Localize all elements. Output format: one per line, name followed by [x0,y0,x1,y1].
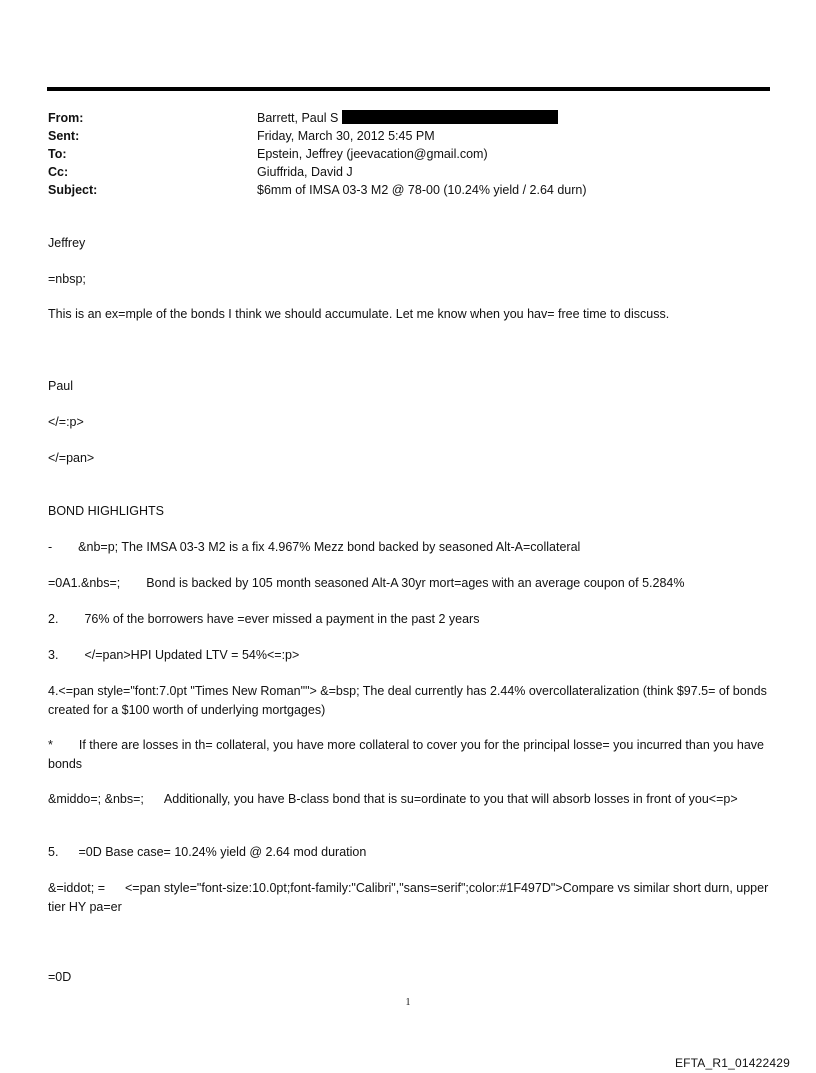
document-id: EFTA_R1_01422429 [674,1056,790,1070]
item-text: <=pan style="font-size:10.0pt;font-family:"Calibri","sans=serif";color:#1F497D">Compare vs similar short durn, upper tier HY pa=er [48,881,769,914]
intro-paragraph: This is an ex=mple of the bonds I think we should accumulate. Let me know when you hav= free time to discuss. [48,307,670,321]
highlights-title: BOND HIGHLIGHTS [48,504,164,518]
item-marker: =0A1.&nbs=; [48,576,121,590]
highlight-item [48,538,773,557]
item-marker: 2. [48,612,59,626]
sent-label: Sent: [48,129,80,143]
from-value [257,109,558,127]
item-marker: &middo=; &nbs=; [48,792,144,806]
highlight-item [48,843,773,862]
highlight-item [48,610,773,629]
item-text: 76% of the borrowers have =ever missed a payment in the past 2 years [84,612,480,626]
cc-label: Cc: [48,165,69,179]
signature: Paul [48,379,74,393]
greeting: Jeffrey [48,236,86,250]
highlight-item [48,646,773,665]
page-number: 1 [405,997,411,1008]
highlight-item [48,736,773,774]
subject-label: Subject: [48,183,98,197]
highlight-item [48,790,773,809]
highlight-item [48,574,773,593]
nbsp-line: =nbsp; [48,272,86,286]
item-marker: &=iddot; = [48,881,105,895]
item-text: &nb=p; The IMSA 03-3 M2 is a fix 4.967% Mezz bond backed by seasoned Alt-A=collateral [78,540,581,554]
end-marker: =0D [48,970,72,984]
from-name: Barrett, Paul S [257,111,339,125]
item-text: </=pan>HPI Updated LTV = 54%<=:p> [84,648,300,662]
item-marker: 5. [48,845,59,859]
tag-line-1: </=:p> [48,415,84,429]
item-marker: - [48,540,53,554]
sent-value: Friday, March 30, 2012 5:45 PM [257,129,435,143]
from-label: From: [48,111,84,125]
header-rule [47,87,770,91]
item-text: Additionally, you have B-class bond that is su=ordinate to you that will absorb losses in front of you<=p> [163,792,738,806]
item-text: =0D Base case= 10.24% yield @ 2.64 mod duration [78,845,367,859]
subject-value: $6mm of IMSA 03-3 M2 @ 78-00 (10.24% yield / 2.64 durn) [257,183,587,197]
to-label: To: [48,147,67,161]
redaction-bar [342,110,558,124]
item-text: If there are losses in th= collateral, you have more collateral to cover you for the principal losse= you incurred than you have bonds [48,738,764,771]
highlight-item [48,879,773,917]
item-marker: 3. [48,648,59,662]
cc-value: Giuffrida, David J [257,165,353,179]
to-value: Epstein, Jeffrey (jeevacation@gmail.com) [257,147,488,161]
highlight-item: 4.<=pan style="font:7.0pt "Times New Roman""> &=bsp; The deal currently has 2.44% overcollateralization (think $97.5= of bonds created for a $100 worth of underlying mortgages) [48,684,767,717]
item-text: Bond is backed by 105 month seasoned Alt-A 30yr mort=ages with an average coupon of 5.284% [146,576,685,590]
tag-line-2: </=pan> [48,451,95,465]
item-marker: * [48,738,53,752]
